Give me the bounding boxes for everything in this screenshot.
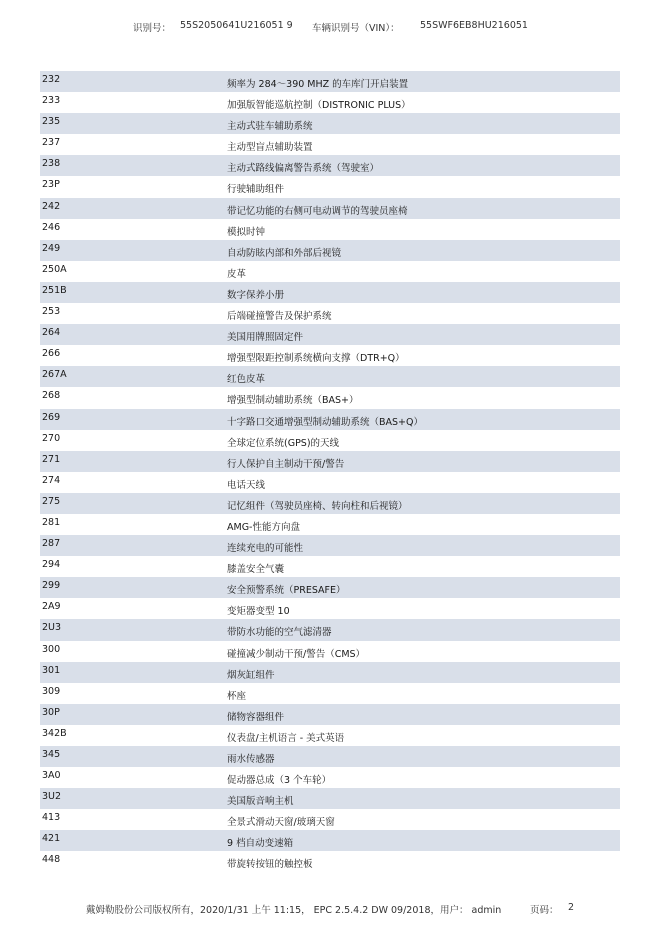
option-description: 增强型限距控制系统横向支撑（DTR+Q） <box>227 353 405 365</box>
option-code: 233 <box>42 95 61 107</box>
option-code: 300 <box>42 643 61 655</box>
option-code: 345 <box>42 749 61 760</box>
option-description: 仪表盘/主机语言 - 美式英语 <box>227 732 345 744</box>
option-code: 250A <box>42 263 67 275</box>
table-row <box>40 92 620 113</box>
option-code: 267A <box>42 369 67 381</box>
option-code: 238 <box>42 158 61 170</box>
table-row <box>40 556 620 577</box>
option-description: 带记忆功能的右侧可电动调节的驾驶员座椅 <box>227 205 408 217</box>
option-description: 后端碰撞警告及保护系统 <box>227 311 332 323</box>
table-row <box>40 746 620 767</box>
option-code: 23P <box>42 179 60 191</box>
option-description: 膝盖安全气囊 <box>227 564 285 576</box>
option-description: AMG-性能方向盘 <box>227 521 300 533</box>
option-code: 249 <box>42 242 61 254</box>
table-row <box>40 704 620 725</box>
vin-label: 车辆识别号（VIN）： <box>312 23 400 34</box>
option-description: 储物容器组件 <box>227 711 285 723</box>
option-code: 264 <box>42 327 61 339</box>
option-code: 266 <box>42 348 61 360</box>
option-description: 带旋转按钮的触控板 <box>227 859 313 871</box>
table-row <box>40 830 620 851</box>
option-code: 268 <box>42 390 61 402</box>
option-description: 带防水功能的空气滤清器 <box>227 627 332 639</box>
page-number: 2 <box>568 902 575 913</box>
option-description: 皮革 <box>227 268 247 280</box>
table-row <box>40 303 620 324</box>
option-code: 232 <box>42 74 61 85</box>
option-description: 行人保护自主制动干预/警告 <box>227 458 345 470</box>
table-row <box>40 366 620 387</box>
option-description: 行驶辅助组件 <box>227 184 285 196</box>
option-code: 342B <box>42 727 67 739</box>
table-row <box>40 493 620 514</box>
table-row <box>40 345 620 366</box>
option-description: 全景式滑动天窗/玻璃天窗 <box>227 817 335 829</box>
table-row <box>40 451 620 472</box>
table-row <box>40 430 620 451</box>
table-row <box>40 472 620 493</box>
option-description: 主动式驻车辅助系统 <box>227 121 313 133</box>
table-row <box>40 71 620 92</box>
option-code: 237 <box>42 137 61 149</box>
option-code: 2U3 <box>42 622 62 634</box>
table-row <box>40 240 620 261</box>
option-code: 3A0 <box>42 770 61 782</box>
option-code: 309 <box>42 685 61 697</box>
option-code: 294 <box>42 559 61 571</box>
table-row <box>40 619 620 640</box>
table-row <box>40 219 620 240</box>
table-row <box>40 282 620 303</box>
table-row <box>40 725 620 746</box>
option-description: 增强型制动辅助系统（BAS+） <box>227 395 359 407</box>
option-description: 美国版音响主机 <box>227 796 294 808</box>
option-code: 301 <box>42 664 61 676</box>
option-description: 雨水传感器 <box>227 754 275 765</box>
option-code: 246 <box>42 221 61 233</box>
table-row <box>40 176 620 197</box>
option-code: 253 <box>42 306 61 318</box>
table-row <box>40 261 620 282</box>
table-row <box>40 198 620 219</box>
option-code: 271 <box>42 453 61 465</box>
option-code: 3U2 <box>42 791 62 803</box>
table-row <box>40 851 620 872</box>
option-description: 连续充电的可能性 <box>227 543 304 555</box>
option-code: 421 <box>42 833 61 845</box>
table-row <box>40 577 620 598</box>
option-description: 模拟时钟 <box>227 226 266 238</box>
option-description: 加强版智能巡航控制（DISTRONIC PLUS） <box>227 100 411 112</box>
option-description: 烟灰缸组件 <box>227 669 275 681</box>
option-code: 269 <box>42 411 61 423</box>
option-description: 杯座 <box>227 690 247 702</box>
table-row <box>40 788 620 809</box>
option-description: 碰撞减少制动干预/警告（CMS） <box>227 648 366 660</box>
page-header <box>0 20 662 36</box>
option-description: 红色皮革 <box>227 374 266 386</box>
option-description: 安全预警系统（PRESAFE） <box>227 585 346 597</box>
option-description: 促动器总成（3 个车轮） <box>227 775 332 787</box>
option-description: 变矩器变型 10 <box>227 606 290 618</box>
option-code: 299 <box>42 580 61 592</box>
table-row <box>40 767 620 788</box>
option-description: 十字路口交通增强型制动辅助系统（BAS+Q） <box>227 416 423 428</box>
table-row <box>40 641 620 662</box>
id-label: 识别号： <box>133 23 172 34</box>
table-row <box>40 324 620 345</box>
copyright-text: 戴姆勒股份公司版权所有，2020/1/31 上午 11:15， EPC 2.5.4.2 DW 09/2018，用户： admin <box>86 905 502 916</box>
option-description: 电话天线 <box>227 479 266 491</box>
option-code: 448 <box>42 854 61 866</box>
page-footer <box>0 902 662 918</box>
table-row <box>40 387 620 408</box>
table-row <box>40 134 620 155</box>
option-description: 美国用牌照固定件 <box>227 332 304 344</box>
vin-value: 55SWF6EB8HU216051 <box>420 20 528 31</box>
option-code: 235 <box>42 116 61 128</box>
table-row <box>40 409 620 430</box>
option-code: 281 <box>42 516 61 528</box>
option-code: 270 <box>42 432 61 444</box>
option-description: 主动式路线偏离警告系统（驾驶室） <box>227 163 380 175</box>
option-description: 频率为 284～390 MHZ 的车库门开启装置 <box>227 79 409 90</box>
option-code: 30P <box>42 706 60 718</box>
page-label: 页码： <box>530 905 559 916</box>
option-code-table <box>40 71 620 873</box>
table-row <box>40 155 620 176</box>
table-row <box>40 809 620 830</box>
option-code: 275 <box>42 495 61 507</box>
table-row <box>40 514 620 535</box>
id-value: 55S2050641U216051 9 <box>180 20 293 31</box>
table-row <box>40 113 620 134</box>
option-description: 主动型盲点辅助装置 <box>227 142 313 154</box>
option-code: 242 <box>42 200 61 212</box>
option-description: 全球定位系统(GPS)的天线 <box>227 437 340 449</box>
table-row <box>40 662 620 683</box>
table-row <box>40 535 620 556</box>
option-code: 274 <box>42 474 61 486</box>
option-code: 413 <box>42 812 61 824</box>
option-description: 9 档自动变速箱 <box>227 838 294 850</box>
table-row <box>40 598 620 619</box>
table-row <box>40 683 620 704</box>
option-code: 2A9 <box>42 601 61 613</box>
option-description: 数字保养小册 <box>227 289 285 301</box>
option-description: 自动防眩内部和外部后视镜 <box>227 247 342 259</box>
option-description: 记忆组件（驾驶员座椅、转向柱和后视镜） <box>227 500 408 512</box>
option-code: 251B <box>42 284 67 296</box>
option-code: 287 <box>42 538 61 550</box>
